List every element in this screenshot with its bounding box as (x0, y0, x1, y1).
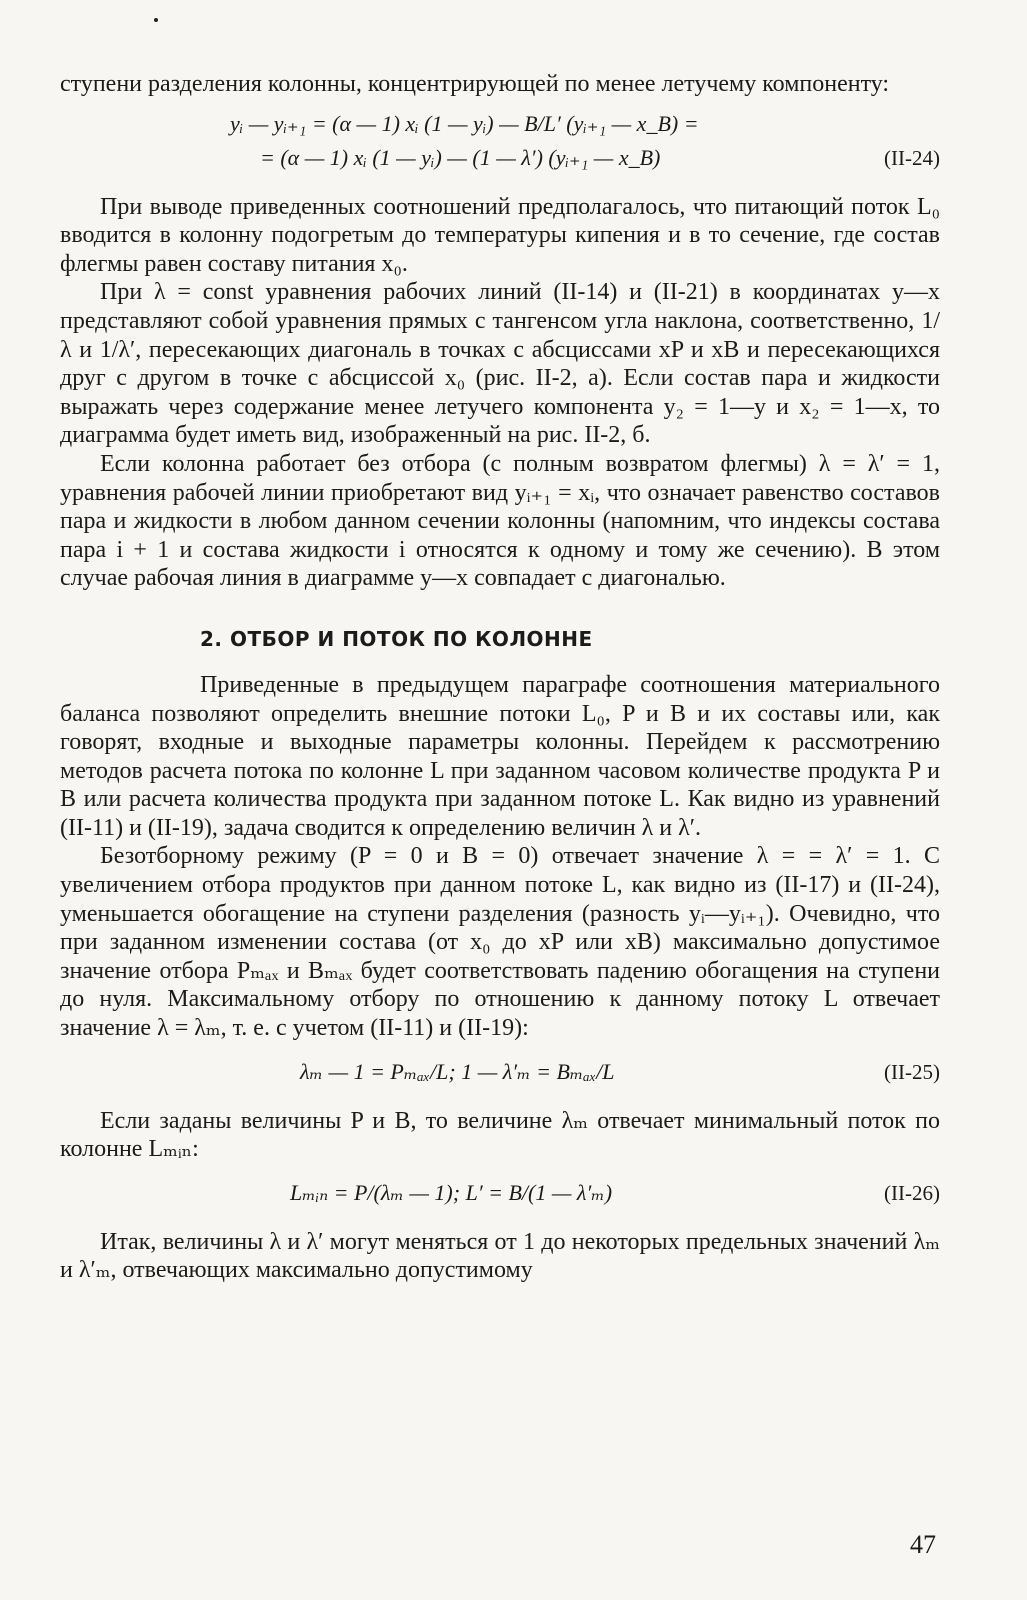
page-number: 47 (910, 1530, 936, 1559)
paragraph-total-reflux: Если колонна работает без отбора (с полным возвратом флегмы) λ = λ′ = 1, уравнения рабочей линии приобретают вид yᵢ₊₁ = xᵢ, что означает равенство составов пара и жидкости в любом данном сечении колонны (напомним, что индексы состава пара i + 1 и состава жидкости i относятся к одному и тому же сечению). В этом случае рабочая линия в диаграмме y—x совпадает с диагональю. (60, 450, 940, 592)
paragraph-min-flow: Если заданы величины P и B, то величине λₘ отвечает минимальный поток по колонне Lₘᵢₙ: (60, 1107, 940, 1163)
equation-expression: yᵢ — yᵢ₊₁ = (α — 1) xᵢ (1 — yᵢ) — B/L′ (yᵢ₊₁ — x_B) = (230, 110, 699, 136)
equation-II-26 (60, 1178, 940, 1208)
paragraph-material-balance: Приведенные в предыдущем параграфе соотношения материального баланса позволяют определить внешние потоки L₀, P и B и их составы или, как говорят, входные и выходные параметры колонны. Перейдем к рассмотрению методов расчета потока по колонне L при заданном часовом количестве продукта P и B или расчета количества продукта при заданном потоке L. Как видно из уравнений (II-11) и (II-19), задача сводится к определению величин λ и λ′. (60, 671, 940, 841)
equation-number: (II-26) (884, 1180, 940, 1205)
paragraph-feed-assumption: При выводе приведенных соотношений предполагалось, что питающий поток L₀ вводится в колонну подогретым до температуры кипения и в то сечение, где состав флегмы равен составу питания x₀. (60, 193, 940, 277)
equation-expression: Lₘᵢₙ = P/(λₘ — 1); L′ = B/(1 — λ′ₘ) (290, 1179, 613, 1205)
equation-number: (II-25) (884, 1059, 940, 1084)
equation-expression: λₘ — 1 = Pₘₐₓ/L; 1 — λ′ₘ = Bₘₐₓ/L (300, 1058, 615, 1084)
paragraph-working-lines: При λ = const уравнения рабочих линий (II-14) и (II-21) в координатах y—x представляют собой уравнения прямых с тангенсом угла наклона, соответственно, 1/λ и 1/λ′, пересекающих диагональ в точках с абсциссами xP и xB и пересекающихся друг с другом в точке с абсциссой x₀ (рис. II-2, а). Если состав пара и жидкости выражать через содержание менее летучего компонента y₂ = 1—y и x₂ = 1—x, то диаграмма будет иметь вид, изображенный на рис. II-2, б. (60, 279, 940, 449)
section-heading: 2. ОТБОР И ПОТОК ПО КОЛОННЕ (200, 626, 593, 651)
equation-expression: = (α — 1) xᵢ (1 — yᵢ) — (1 — λ′) (yᵢ₊₁ — x_B) (260, 144, 661, 170)
speck-mark (154, 18, 158, 22)
equation-II-24-line2 (60, 143, 940, 173)
equation-II-24-line1 (60, 109, 940, 139)
page-body (60, 60, 940, 1285)
paragraph-intro: ступени разделения колонны, концентрирующей по менее летучему компоненту: (60, 71, 890, 97)
paragraph-lambda-range: Итак, величины λ и λ′ могут меняться от 1 до некоторых предельных значений λₘ и λ′ₘ, отвечающих максимально допустимому (60, 1228, 940, 1284)
equation-number: (II-24) (884, 145, 940, 170)
paragraph-max-withdrawal: Безотборному режиму (P = 0 и B = 0) отвечает значение λ = = λ′ = 1. С увеличением отбора продуктов при данном потоке L, как видно из (II-17) и (II-24), уменьшается обогащение на ступени разделения (разность yᵢ—yᵢ₊₁). Очевидно, что при заданном изменении состава (от x₀ до xP или xB) максимально допустимое значение отбора Pₘₐₓ и Bₘₐₓ будет соответствовать падению обогащения на ступени до нуля. Максимальному отбору по отношению к данному потоку L отвечает значение λ = λₘ, т. е. с учетом (II-11) и (II-19): (60, 843, 940, 1042)
equation-II-25 (60, 1057, 940, 1087)
